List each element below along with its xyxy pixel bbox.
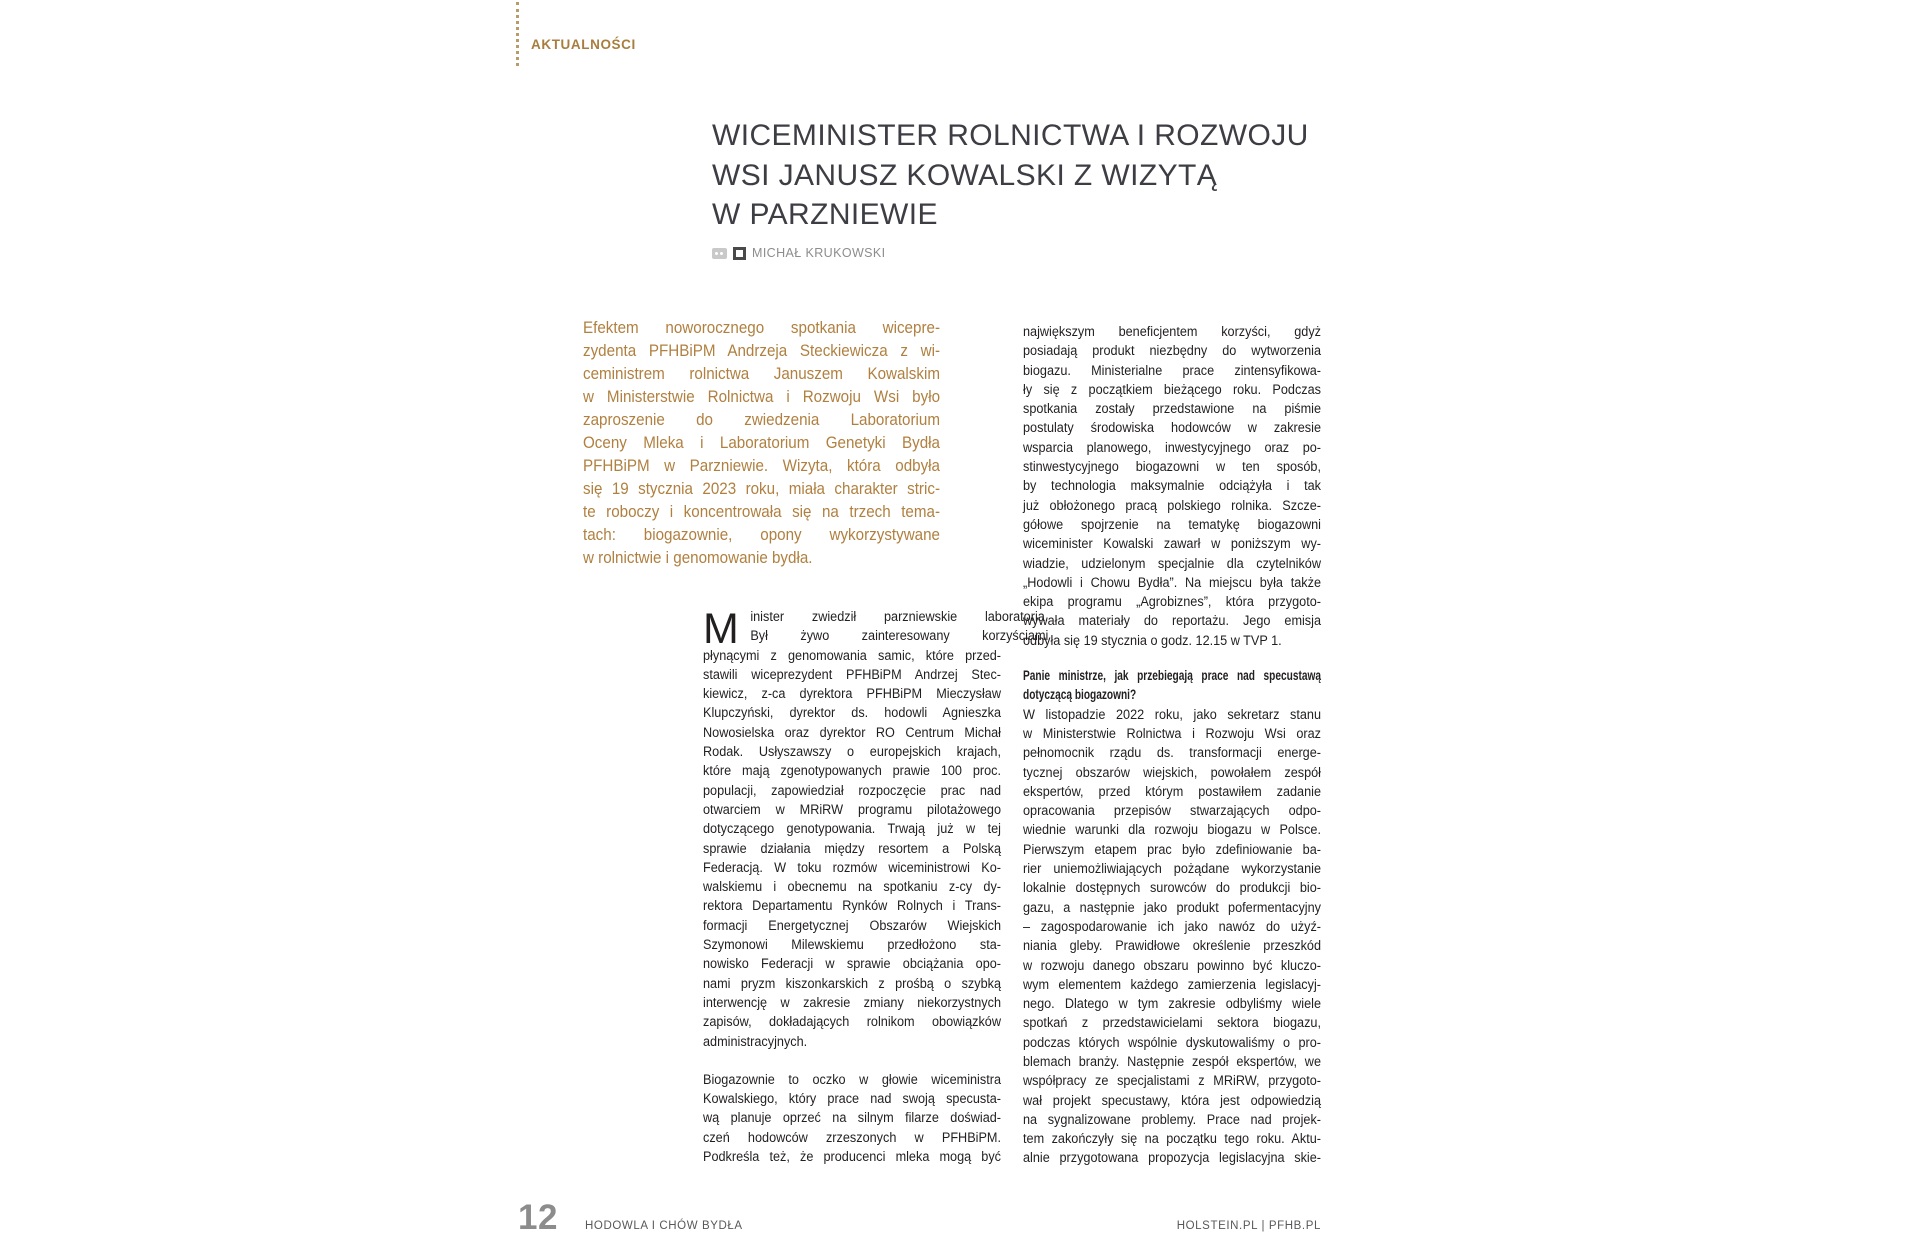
text-line: dotyczącą biogazowni? (1023, 687, 1137, 704)
text-line: największym beneficjentem korzyści, gdyż (1023, 324, 1322, 340)
text-line: interwencję w zakresie zmiany niekorzystnych (703, 994, 1002, 1011)
pen-badge-icon (712, 248, 727, 259)
text-line: czeń hodowców zrzeszonych w PFHBiPM. (703, 1129, 1002, 1146)
text-line: sprawie działania między resortem a Polską (703, 840, 1002, 857)
text-line: które mają zgenotypowanych prawie 100 proc. (703, 763, 1002, 780)
text-line: administracyjnych. (703, 1033, 808, 1050)
text-line: wiednie warunki dla rozwoju biogazu w Polsce. (1023, 822, 1322, 839)
text-line: wywała materiały do reportażu. Jego emisja (1023, 613, 1322, 630)
text-line: się 19 stycznia 2023 roku, miała charakter stric- (583, 479, 941, 498)
footer-page-number: 12 (518, 1198, 558, 1237)
text-line: inister zwiedził parzniewskie laboratoria. (750, 609, 1049, 625)
footer-site-links: HOLSTEIN.PL | PFHB.PL (1176, 1220, 1321, 1232)
text-line: na sygnalizowane problemy. Prace nad projek- (1023, 1111, 1322, 1128)
text-line: wiceminister Kowalski zawarł w poniższym wy- (1023, 536, 1322, 553)
text-line: nego. Dlatego w tym zakresie odbyliśmy wiele (1023, 996, 1322, 1013)
text-line: wym elementem każdego zamierzenia legislacyj- (1023, 976, 1322, 993)
text-line: Rodak. Usłyszawszy o europejskich krajach, (703, 744, 1002, 761)
text-line: tem zakończyły się na początku tego roku. Aktu- (1023, 1131, 1322, 1148)
text-line: podczas których wspólnie dyskutowaliśmy o pro- (1023, 1034, 1322, 1051)
text-line: by technologia maksymalnie odciążyła i tak (1023, 478, 1322, 495)
text-line: niania gleby. Prawidłowe określenie przeszkód (1023, 938, 1322, 955)
paragraph (583, 316, 940, 569)
text-line: spotkania zostały przedstawione na piśmie (1023, 401, 1322, 418)
text-line: w rolnictwie i genomowanie bydła. (583, 548, 813, 567)
text-line: otwarciem w MRiRW programu pilotażowego (703, 801, 1002, 818)
article-title (712, 116, 1352, 235)
text-line: spotkań z przedstawicielami sektora biogazu, (1023, 1015, 1322, 1032)
text-line: wsparcia planowego, inwestycyjnego oraz po- (1023, 439, 1322, 456)
text-line: już obłożonego pracą polskiego rolnika. Szcze- (1023, 497, 1322, 514)
text-line: Podkreśla też, że producenci mleka mogą być (703, 1149, 1002, 1166)
text-line: nowisko Federacji w sprawie obciążania opo- (703, 956, 1002, 973)
text-line: postulaty środowiska hodowców w zakresie (1023, 420, 1322, 437)
text-line: płynącymi z genomowania samic, które przed- (703, 647, 1002, 664)
text-line: lokalnie dostępnych surowców do produkcji bio- (1023, 880, 1322, 897)
dotted-rule (516, 2, 519, 66)
text-line: tach: biogazownie, opony wykorzystywane (583, 525, 941, 544)
text-line: rektora Departamentu Rynków Rolnych i Trans- (703, 898, 1002, 915)
text-line: odbyła się 19 stycznia o godz. 12.15 w TVP 1. (1023, 632, 1282, 649)
text-line: zapisów, dokładających rolnikom obowiązków (703, 1014, 1002, 1031)
text-line: w rozwoju danego obszaru powinno być kluczo- (1023, 957, 1322, 974)
text-line: Szymonowi Milewskiemu przedłożono sta- (703, 937, 1002, 954)
text-line: posiadają produkt niezbędny do wytworzenia (1023, 343, 1322, 360)
text-line: Panie ministrze, jak przebiegają prace nad specustawą (1023, 668, 1321, 685)
drop-cap: M (703, 605, 739, 653)
text-line: Nowosielska oraz dyrektor RO Centrum Michał (703, 724, 1002, 741)
paragraph (703, 1071, 1001, 1167)
text-line: pełnomocnik rządu ds. transformacji energe- (1023, 745, 1322, 762)
text-line: Był żywo zainteresowany korzyściami (750, 628, 1049, 645)
text-line: stawili wiceprezydent PFHBiPM Andrzej Stec- (703, 666, 1002, 683)
text-line: formacji Energetycznej Obszarów Wiejskich (703, 917, 1002, 934)
text-line: Federacją. W toku rozmów wiceministrowi Ko- (703, 859, 1002, 876)
body-column-right (1023, 323, 1321, 1169)
text-line: ły się z początkiem bieżącego roku. Podczas (1023, 381, 1322, 398)
text-line: alnie przygotowana propozycja legislacyjna skie- (1023, 1150, 1322, 1167)
text-line: stinwestycyjnego biogazowni w ten sposób, (1023, 459, 1322, 476)
text-line: ekspertów, przed którym postawiłem zadanie (1023, 783, 1322, 800)
text-line: współpracy ze specjalistami z MRiRW, przygoto- (1023, 1073, 1322, 1090)
byline-author: MICHAŁ KRUKOWSKI (752, 246, 886, 260)
text-line: rier uniemożliwiających pożądane wykorzystanie (1023, 861, 1322, 878)
text-line: populacji, zapowiedział rozpoczęcie prac nad (703, 782, 1002, 799)
text-line: dotyczącego genotypowania. Trwają już w tej (703, 821, 1002, 838)
text-line: zaproszenie do zwiedzenia Laboratorium (583, 410, 941, 429)
paragraph (1023, 323, 1321, 651)
text-line: Biogazownie to oczko w głowie wiceministra (703, 1071, 1002, 1088)
text-line: tycznej obszarów wiejskich, powołałem zespół (1023, 764, 1322, 781)
text-line: te roboczy i koncentrowała się na trzech tema- (583, 502, 941, 521)
text-line: Kowalskiego, który prace nad swoją specusta- (703, 1091, 1002, 1108)
lead-paragraph (583, 316, 940, 569)
article-title-line: WSI JANUSZ KOWALSKI Z WIZYTĄ (712, 158, 1218, 192)
text-line: blemach branży. Następnie zespół ekspertów, we (1023, 1053, 1322, 1070)
text-line: w Ministerstwie Rolnictwa i Rozwoju Wsi było (583, 387, 941, 406)
text-line: Oceny Mleka i Laboratorium Genetyki Bydła (583, 433, 941, 452)
text-line: gazu, a następnie jako produkt pofermentacyjny (1023, 899, 1322, 916)
text-line: walskiemu i obecnemu na spotkaniu z-cy dy- (703, 879, 1002, 896)
text-line: kiewicz, z-ca dyrektora PFHBiPM Mieczysław (703, 686, 1002, 703)
text-line: gółowe spojrzenie na tematykę biogazowni (1023, 516, 1322, 533)
text-line: Pierwszym etapem prac było zdefiniowanie ba- (1023, 841, 1322, 858)
text-line: PFHBiPM w Parzniewie. Wizyta, która odbyła (583, 456, 941, 475)
article-title-line: W PARZNIEWIE (712, 198, 938, 231)
text-line: W listopadzie 2022 roku, jako sekretarz stanu (1023, 706, 1322, 723)
text-line: wiadzie, udzielonym specjalnie dla czytelników (1023, 555, 1322, 572)
text-line: ceministrem rolnictwa Januszem Kowalskim (583, 364, 941, 383)
text-line: opracowania przepisów stwarzających odpo- (1023, 803, 1322, 820)
text-line: „Hodowli i Chowu Bydła”. Na miejscu była także (1023, 574, 1322, 591)
text-line: nami pryzm kiszonkarskich z prośbą o szybką (703, 975, 1002, 992)
section-label: AKTUALNOŚCI (531, 37, 636, 52)
text-line: zydenta PFHBiPM Andrzeja Steckiewicza z wi- (583, 341, 941, 360)
text-line: wą planuje oprzeć na silnym filarze doświad- (703, 1110, 1002, 1127)
paragraph (703, 605, 1049, 1052)
article-title-line: WICEMINISTER ROLNICTWA I ROZWOJU (712, 119, 1309, 152)
text-line: w Ministerstwie Rolnictwa i Rozwoju Wsi oraz (1023, 725, 1322, 742)
text-line: Klupczyński, dyrektor ds. hodowli Agnieszka (703, 705, 1002, 722)
body-column-left (703, 605, 1049, 1167)
footer-journal-title: HODOWLA I CHÓW BYDŁA (585, 1220, 743, 1232)
byline (712, 246, 886, 260)
text-line: ekipa programu „Agrobiznes”, która przygoto- (1023, 594, 1322, 611)
paragraph (1023, 706, 1321, 1169)
text-line: – zagospodarowanie ich jako nawóz do użyź- (1023, 918, 1322, 935)
camera-icon (733, 247, 746, 260)
text-line: wał projekt specustawy, która jest odpowiedzią (1023, 1092, 1322, 1109)
text-line: Efektem noworocznego spotkania wicepre- (583, 318, 941, 337)
text-line: biogazu. Ministerialne prace zintensyfikowa- (1023, 362, 1322, 379)
paragraph (1023, 667, 1321, 706)
